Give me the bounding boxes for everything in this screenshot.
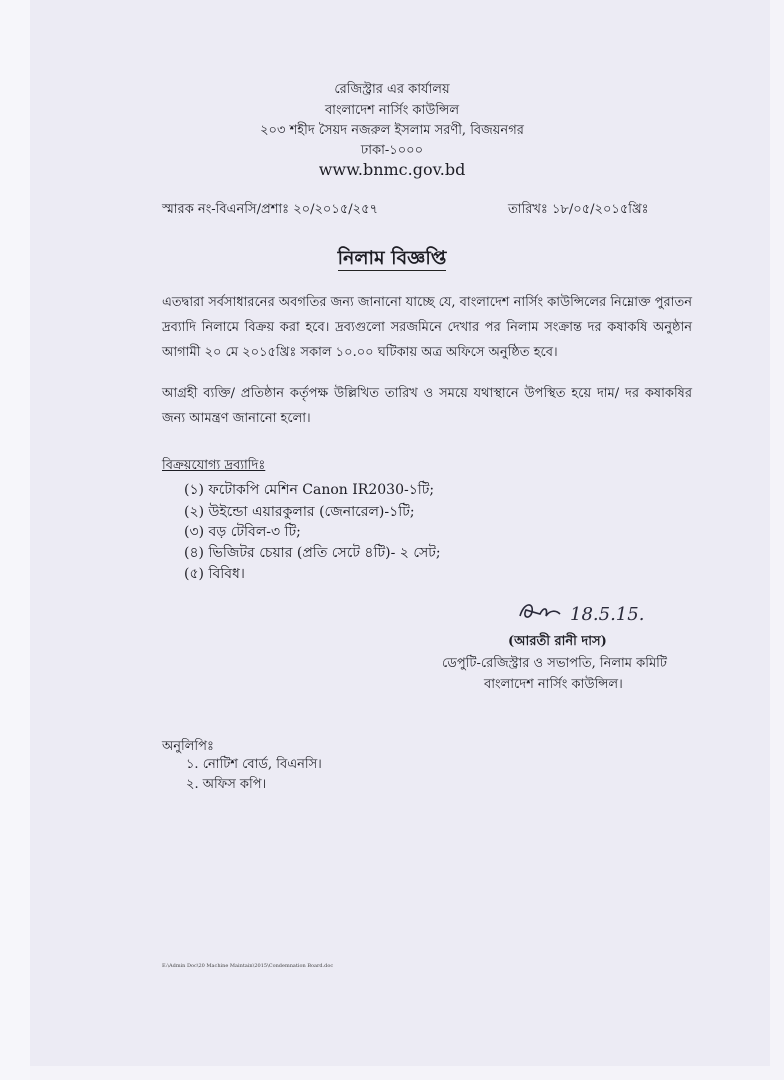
body-para-1: এতদ্বারা সর্বসাধারনের অবগতির জন্য জানানো যাচ্ছে যে, বাংলাদেশ নার্সিং কাউন্সিলের নিম্নোক্ত পুরাতন দ্রব্যাদি নিলামে বিক্রয় করা হবে। দ্রব্যগুলো সরজমিনে দেখার পর নিলাম সংক্রান্ত দর কষাকষি অনুষ্ঠান আগামী ২০ মে ২০১৫খ্রিঃ সকাল ১০.০০ ঘটিকায় অত্র অফিসে অনুষ্ঠিত হবে।: [162, 295, 692, 360]
signatory-name: (আরতী রানী দাস): [508, 634, 607, 649]
signatory-org: বাংলাদেশ নার্সিং কাউন্সিল।: [484, 677, 623, 692]
list-item: (৫) বিবিধ।: [184, 566, 245, 582]
copies-heading: অনুলিপিঃ: [162, 739, 214, 754]
items-heading: বিক্রয়যোগ্য দ্রব্যাদিঃ: [162, 458, 266, 473]
copy-item: ১. নোটিশ বোর্ড, বিএনসি।: [186, 757, 322, 772]
list-item: (১) ফটোকপি মেশিন Canon IR2030-১টি;: [184, 482, 435, 498]
signature-date: 18.5.15.: [570, 604, 645, 625]
file-path-footer: E:\Admin Doc\20 Machine Maintain\2015\Condemnation Board.doc: [162, 963, 334, 969]
list-item: (৩) বড় টেবিল-৩ টি;: [184, 524, 301, 540]
copy-item: ২. অফিস কপি।: [186, 777, 267, 792]
header-office: রেজিস্ট্রার এর কার্যালয়: [334, 82, 450, 97]
list-item: (২) উইন্ডো এয়ারকুলার (জেনারেল)-১টি;: [184, 504, 415, 520]
header-address: ২০৩ শহীদ সৈয়দ নজরুল ইসলাম সরণী, বিজয়নগর: [260, 123, 524, 138]
header-city: ঢাকা-১০০০: [360, 143, 424, 158]
memo-ref: স্মারক নং-বিএনসি/প্রশাঃ ২০/২০১৫/২৫৭: [162, 202, 378, 217]
list-item: (৪) ভিজিটর চেয়ার (প্রতি সেটে ৪টি)- ২ সেট;: [184, 545, 441, 561]
signature-scribble: [516, 598, 566, 624]
header-website: www.bnmc.gov.bd: [318, 160, 466, 179]
notice-title: [0, 244, 784, 276]
header-org: বাংলাদেশ নার্সিং কাউন্সিল: [324, 103, 460, 118]
memo-date: তারিখঃ ১৮/০৫/২০১৫খ্রিঃ: [508, 202, 649, 217]
notice-title-text: নিলাম বিজ্ঞপ্তি: [337, 247, 447, 269]
signatory-designation: ডেপুটি-রেজিস্ট্রার ও সভাপতি, নিলাম কমিটি: [442, 656, 667, 671]
body-para-2: আগ্রহী ব্যক্তি/ প্রতিষ্ঠান কর্তৃপক্ষ উল্লিখিত তারিখ ও সময়ে যথাস্থানে উপস্থিত হয়ে দাম/ দর কষাকষির জন্য আমন্ত্রণ জানানো হলো।: [162, 386, 692, 426]
